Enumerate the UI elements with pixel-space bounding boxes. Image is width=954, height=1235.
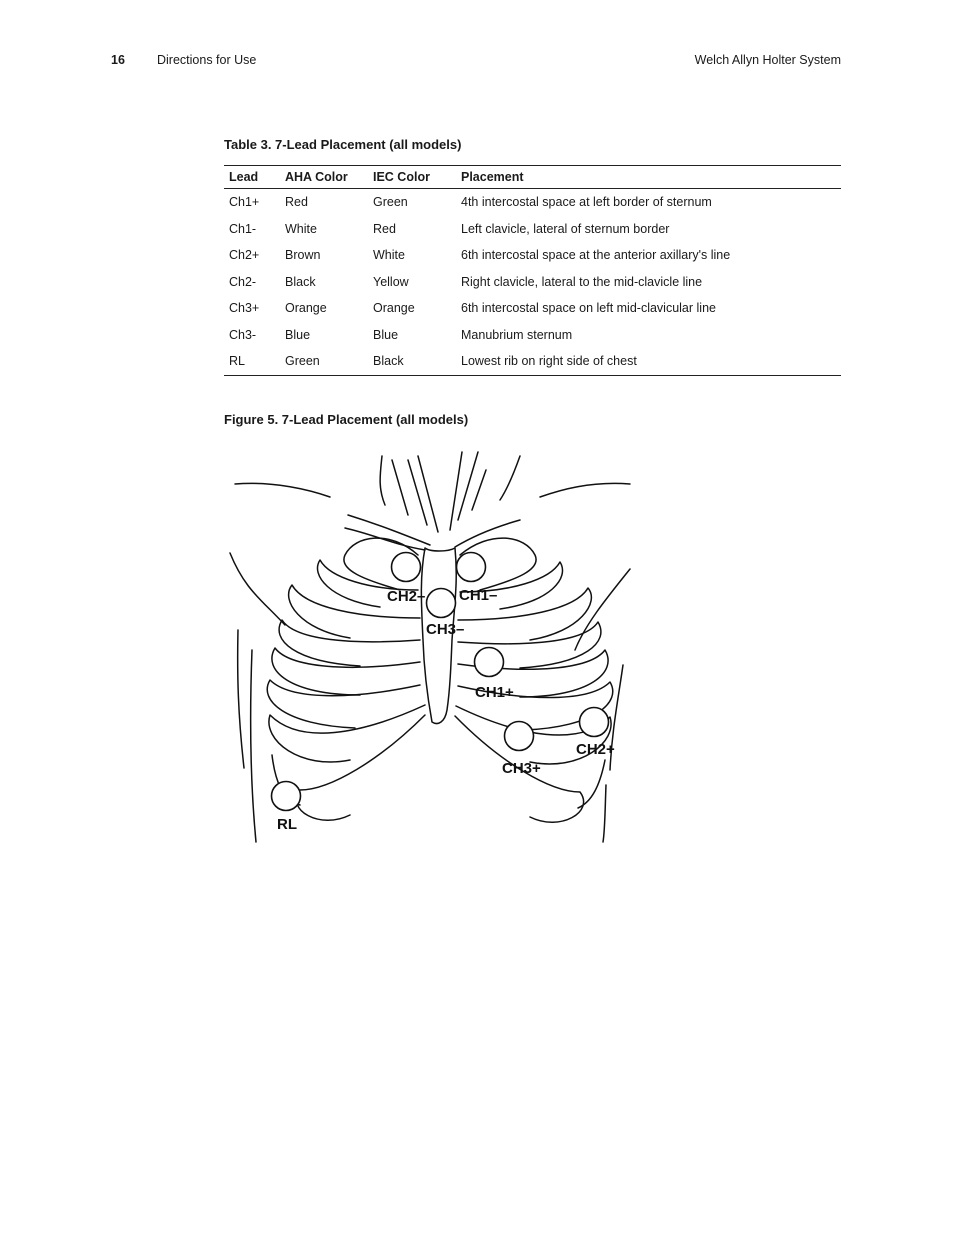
document-section: Directions for Use (157, 53, 257, 67)
lead-placement-table (224, 165, 841, 376)
aha-color-cell: Black (285, 274, 316, 289)
table-row (224, 189, 841, 216)
table-caption: Table 3. 7-Lead Placement (all models) (224, 137, 462, 152)
placement-cell: Right clavicle, lateral to the mid-clavicle line (461, 274, 703, 289)
page-number: 16 (111, 53, 125, 67)
electrode-ch1-plus (475, 648, 515, 702)
electrode-label-ch3-minus: CH3– (426, 621, 465, 638)
column-header-aha-color: AHA Color (285, 170, 348, 184)
ribs-left (455, 538, 613, 822)
document-title: Welch Allyn Holter System (694, 53, 841, 67)
neck-lines (345, 452, 520, 550)
column-header-lead: Lead (229, 170, 259, 184)
table-row (224, 295, 841, 322)
electrode-rl (272, 782, 301, 834)
electrode-label-rl: RL (277, 816, 297, 833)
column-header-iec-color: IEC Color (373, 170, 430, 184)
lead-placement-diagram (224, 448, 644, 848)
electrode-ch1-minus (457, 553, 498, 605)
table-row (224, 348, 841, 375)
table-row (224, 216, 841, 243)
iec-color-cell: Red (373, 221, 396, 236)
table-header-row (224, 166, 841, 189)
table-row (224, 322, 841, 349)
aha-color-cell: Red (285, 195, 308, 210)
electrode-ch2-minus (387, 553, 425, 606)
lead-cell: RL (229, 354, 245, 369)
lead-cell: Ch3+ (229, 301, 260, 316)
iec-color-cell: Black (373, 354, 404, 369)
placement-cell: Manubrium sternum (461, 327, 573, 342)
placement-cell: Lowest rib on right side of chest (461, 354, 637, 369)
iec-color-cell: Yellow (373, 274, 409, 289)
lead-cell: Ch3- (229, 327, 257, 342)
electrode-label-ch3-plus: CH3+ (502, 760, 541, 777)
electrode-label-ch1-minus: CH1– (459, 587, 498, 604)
electrode-label-ch1-plus: CH1+ (475, 684, 514, 701)
table-row (224, 242, 841, 269)
table-row (224, 269, 841, 296)
column-header-placement: Placement (461, 170, 524, 184)
electrode-label-ch2-plus: CH2+ (576, 741, 615, 758)
aha-color-cell: Orange (285, 301, 327, 316)
aha-color-cell: Blue (285, 327, 311, 342)
lead-cell: Ch2+ (229, 248, 260, 263)
aha-color-cell: White (285, 221, 317, 236)
iec-color-cell: Orange (373, 301, 415, 316)
iec-color-cell: Blue (373, 327, 399, 342)
lead-cell: Ch1+ (229, 195, 260, 210)
iec-color-cell: White (373, 248, 405, 263)
figure-caption: Figure 5. 7-Lead Placement (all models) (224, 412, 469, 427)
placement-cell: 4th intercostal space at left border of sternum (461, 195, 712, 210)
lead-cell: Ch2- (229, 274, 257, 289)
lead-cell: Ch1- (229, 221, 257, 236)
iec-color-cell: Green (373, 195, 408, 210)
electrode-label-ch2-minus: CH2– (387, 588, 426, 605)
placement-cell: Left clavicle, lateral of sternum border (461, 221, 670, 236)
placement-cell: 6th intercostal space at the anterior axillary's line (461, 248, 731, 263)
aha-color-cell: Green (285, 354, 320, 369)
aha-color-cell: Brown (285, 248, 321, 263)
placement-cell: 6th intercostal space on left mid-clavicular line (461, 301, 716, 316)
